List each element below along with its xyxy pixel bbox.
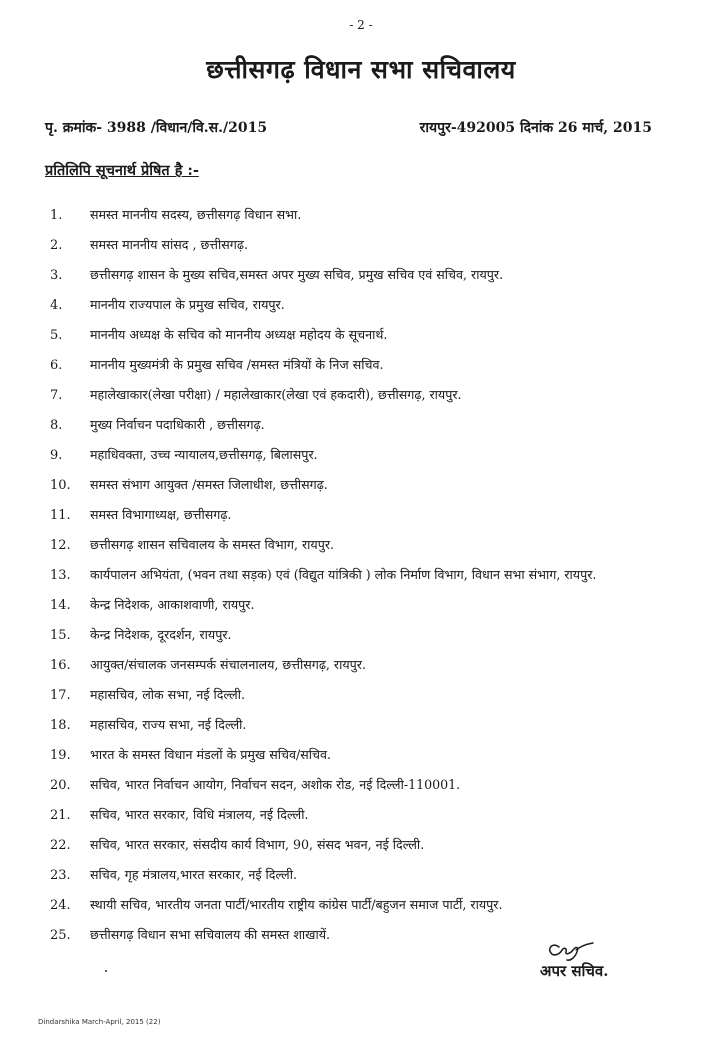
place-date: रायपुर-492005 दिनांक 26 मार्च, 2015 xyxy=(419,120,652,136)
list-item xyxy=(0,382,722,412)
list-item xyxy=(0,502,722,532)
list-item-number: 6. xyxy=(50,358,63,373)
list-item xyxy=(0,322,722,352)
scan-dot xyxy=(105,970,107,972)
list-item-text: महालेखाकार(लेखा परीक्षा) / महालेखाकार(लेखा एवं हकदारी), छत्तीसगढ़, रायपुर. xyxy=(90,387,462,402)
list-item-text: सचिव, भारत निर्वाचन आयोग, निर्वाचन सदन, अशोक रोड, नई दिल्ली-110001. xyxy=(90,777,461,792)
list-item-text: केन्द्र निदेशक, आकाशवाणी, रायपुर. xyxy=(90,597,255,612)
list-item xyxy=(0,682,722,712)
document-title: छत्तीसगढ़ विधान सभा सचिवालय xyxy=(206,55,516,84)
list-item-text: महासचिव, राज्य सभा, नई दिल्ली. xyxy=(90,717,247,732)
list-item xyxy=(0,202,722,232)
list-item-text: माननीय मुख्यमंत्री के प्रमुख सचिव /समस्त मंत्रियों के निज सचिव. xyxy=(90,357,384,372)
page-number: - 2 - xyxy=(349,18,373,32)
list-item-number: 22. xyxy=(50,838,71,853)
list-item xyxy=(0,622,722,652)
list-item-text: सचिव, भारत सरकार, विधि मंत्रालय, नई दिल्ली. xyxy=(90,807,309,822)
list-item xyxy=(0,352,722,382)
list-item xyxy=(0,232,722,262)
list-item-text: महासचिव, लोक सभा, नई दिल्ली. xyxy=(90,687,245,702)
list-item xyxy=(0,892,722,922)
list-item-number: 9. xyxy=(50,448,63,463)
list-item-text: छत्तीसगढ़ शासन सचिवालय के समस्त विभाग, रायपुर. xyxy=(90,537,335,552)
list-item-number: 3. xyxy=(50,268,63,283)
list-item-number: 1. xyxy=(50,208,63,223)
list-item-number: 18. xyxy=(50,718,71,733)
list-item-text: भारत के समस्त विधान मंडलों के प्रमुख सचिव/सचिव. xyxy=(90,747,332,762)
list-item-text: स्थायी सचिव, भारतीय जनता पार्टी/भारतीय राष्ट्रीय कांग्रेस पार्टी/बहुजन समाज पार्टी, रायपुर. xyxy=(90,897,503,912)
list-item xyxy=(0,442,722,472)
list-item-text: समस्त माननीय सांसद , छत्तीसगढ़. xyxy=(90,237,248,252)
list-item xyxy=(0,712,722,742)
footer-note: Dindarshika March-April, 2015 (22) xyxy=(38,1018,161,1026)
list-item-text: आयुक्त/संचालक जनसम्पर्क संचालनालय, छत्तीसगढ़, रायपुर. xyxy=(90,657,366,672)
list-item xyxy=(0,532,722,562)
list-item xyxy=(0,772,722,802)
list-item-text: केन्द्र निदेशक, दूरदर्शन, रायपुर. xyxy=(90,627,232,642)
list-item-text: समस्त विभागाध्यक्ष, छत्तीसगढ़. xyxy=(90,507,232,522)
list-item xyxy=(0,472,722,502)
list-item-number: 25. xyxy=(50,928,71,943)
signatory-designation: अपर सचिव. xyxy=(540,962,609,980)
list-item-text: छत्तीसगढ़ विधान सभा सचिवालय की समस्त शाखायें. xyxy=(90,927,331,942)
list-item-text: माननीय अध्यक्ष के सचिव को माननीय अध्यक्ष महोदय के सूचनार्थ. xyxy=(90,327,388,342)
list-item-number: 23. xyxy=(50,868,71,883)
list-item xyxy=(0,652,722,682)
list-item-number: 5. xyxy=(50,328,63,343)
list-item-number: 4. xyxy=(50,298,63,313)
list-item xyxy=(0,742,722,772)
list-item xyxy=(0,292,722,322)
list-item xyxy=(0,862,722,892)
list-item-number: 19. xyxy=(50,748,71,763)
list-item-text: समस्त माननीय सदस्य, छत्तीसगढ़ विधान सभा. xyxy=(90,207,302,222)
list-item-text: माननीय राज्यपाल के प्रमुख सचिव, रायपुर. xyxy=(90,297,285,312)
list-item xyxy=(0,262,722,292)
list-item-number: 13. xyxy=(50,568,71,583)
list-item xyxy=(0,592,722,622)
recipient-list xyxy=(0,202,722,952)
list-item xyxy=(0,832,722,862)
list-item-text: कार्यपालन अभियंता, (भवन तथा सड़क) एवं (विद्युत यांत्रिकी ) लोक निर्माण विभाग, विधान सभा संभाग, रायपुर. xyxy=(90,567,597,582)
list-item-number: 11. xyxy=(50,508,71,523)
list-item-number: 2. xyxy=(50,238,63,253)
list-item-text: महाधिवक्ता, उच्च न्यायालय,छत्तीसगढ़, बिलासपुर. xyxy=(90,447,318,462)
list-item-number: 16. xyxy=(50,658,71,673)
list-item-text: सचिव, भारत सरकार, संसदीय कार्य विभाग, 90, संसद भवन, नई दिल्ली. xyxy=(90,837,425,852)
list-item xyxy=(0,562,722,592)
list-item-number: 7. xyxy=(50,388,63,403)
list-item-text: समस्त संभाग आयुक्त /समस्त जिलाधीश, छत्तीसगढ़. xyxy=(90,477,328,492)
list-item-text: सचिव, गृह मंत्रालय,भारत सरकार, नई दिल्ली. xyxy=(90,867,297,882)
list-item xyxy=(0,802,722,832)
list-item-number: 8. xyxy=(50,418,63,433)
list-item-number: 24. xyxy=(50,898,71,913)
list-item-text: मुख्य निर्वाचन पदाधिकारी , छत्तीसगढ़. xyxy=(90,417,265,432)
signature-mark xyxy=(543,938,603,962)
copy-heading: प्रतिलिपि सूचनार्थ प्रेषित है :- xyxy=(45,162,199,179)
list-item xyxy=(0,412,722,442)
list-item-number: 20. xyxy=(50,778,71,793)
list-item-text: छत्तीसगढ़ शासन के मुख्य सचिव,समस्त अपर मुख्य सचिव, प्रमुख सचिव एवं सचिव, रायपुर. xyxy=(90,267,504,282)
list-item-number: 15. xyxy=(50,628,71,643)
reference-number: पृ. क्रमांक- 3988 /विधान/वि.स./2015 xyxy=(45,120,268,136)
list-item-number: 12. xyxy=(50,538,71,553)
list-item-number: 14. xyxy=(50,598,71,613)
list-item-number: 21. xyxy=(50,808,71,823)
list-item-number: 17. xyxy=(50,688,71,703)
list-item xyxy=(0,922,722,952)
list-item-number: 10. xyxy=(50,478,71,493)
